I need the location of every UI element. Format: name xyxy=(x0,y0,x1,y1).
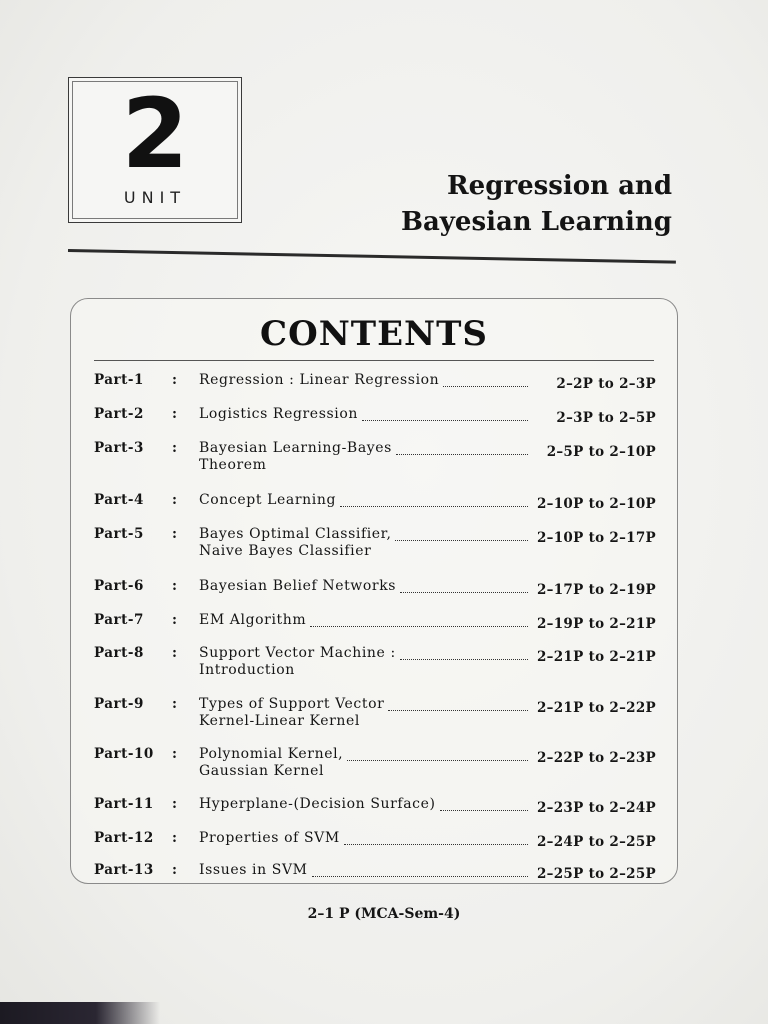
toc-dot-leader xyxy=(388,696,528,711)
toc-part-label: Part-5 xyxy=(94,526,144,542)
toc-dot-leader xyxy=(347,746,528,761)
toc-topic-line: Polynomial Kernel, xyxy=(199,746,344,762)
toc-part-label: Part-3 xyxy=(94,440,144,456)
toc-topic-line: Regression : Linear Regression xyxy=(199,372,440,388)
toc-page-range: 2–21P to 2–22P xyxy=(536,700,656,716)
toc-topic-line: Theorem xyxy=(199,457,267,473)
toc-page-range: 2–22P to 2–23P xyxy=(536,750,656,766)
toc-topic-line: Naive Bayes Classifier xyxy=(199,543,372,559)
toc-topic-line: Kernel-Linear Kernel xyxy=(199,713,360,729)
toc-page-range: 2–10P to 2–17P xyxy=(536,530,656,546)
toc-dot-leader xyxy=(400,578,528,593)
toc-part-label: Part-11 xyxy=(94,796,154,812)
toc-topic-line: EM Algorithm xyxy=(199,612,307,628)
toc-page-range: 2–2P to 2–3P xyxy=(556,376,656,392)
contents-divider xyxy=(94,360,654,361)
toc-page-range: 2–19P to 2–21P xyxy=(536,616,656,632)
toc-colon: : xyxy=(172,796,177,812)
toc-dot-leader xyxy=(395,526,528,541)
toc-part-label: Part-6 xyxy=(94,578,144,594)
toc-dot-leader xyxy=(400,645,528,660)
toc-part-label: Part-8 xyxy=(94,645,144,661)
toc-topic-line: Issues in SVM xyxy=(199,862,308,878)
toc-topic-line: Properties of SVM xyxy=(199,830,340,846)
toc-page-range: 2–10P to 2–10P xyxy=(536,496,656,512)
toc-topic-line: Bayesian Belief Networks xyxy=(199,578,397,594)
toc-dot-leader xyxy=(310,612,528,627)
toc-topic-line: Bayesian Learning-Bayes xyxy=(199,440,392,456)
toc-dot-leader xyxy=(440,796,528,811)
toc-part-label: Part-4 xyxy=(94,492,144,508)
toc-page-range: 2–25P to 2–25P xyxy=(536,866,656,882)
toc-colon: : xyxy=(172,645,177,661)
toc-part-label: Part-12 xyxy=(94,830,154,846)
toc-colon: : xyxy=(172,862,177,878)
unit-number: 2 xyxy=(121,78,189,190)
toc-colon: : xyxy=(172,612,177,628)
toc-dot-leader xyxy=(362,406,528,421)
toc-dot-leader xyxy=(396,440,528,455)
toc-colon: : xyxy=(172,696,177,712)
toc-page-range: 2–17P to 2–19P xyxy=(536,582,656,598)
toc-part-label: Part-9 xyxy=(94,696,144,712)
toc-part-label: Part-7 xyxy=(94,612,144,628)
toc-topic-line: Bayes Optimal Classifier, xyxy=(199,526,392,542)
toc-colon: : xyxy=(172,578,177,594)
toc-colon: : xyxy=(172,492,177,508)
toc-dot-leader xyxy=(344,830,528,845)
toc-topic-line: Introduction xyxy=(199,662,295,678)
toc-part-label: Part-13 xyxy=(94,862,154,878)
chapter-title xyxy=(330,168,672,240)
toc-dot-leader xyxy=(340,492,528,507)
toc-page-range: 2–23P to 2–24P xyxy=(536,800,656,816)
toc-topic-line: Support Vector Machine : xyxy=(199,645,396,661)
toc-topic-line: Types of Support Vector xyxy=(199,696,385,712)
toc-page-range: 2–5P to 2–10P xyxy=(546,444,656,460)
toc-topic-line: Gaussian Kernel xyxy=(199,763,325,779)
toc-colon: : xyxy=(172,372,177,388)
toc-topic-line: Hyperplane-(Decision Surface) xyxy=(199,796,436,812)
toc-colon: : xyxy=(172,830,177,846)
unit-label: UNIT xyxy=(123,188,187,207)
toc-colon: : xyxy=(172,746,177,762)
contents-heading: CONTENTS xyxy=(260,314,488,354)
toc-page-range: 2–24P to 2–25P xyxy=(536,834,656,850)
unit-badge xyxy=(68,77,242,223)
chapter-title-line-2: Bayesian Learning xyxy=(400,207,672,237)
chapter-title-line-1: Regression and xyxy=(447,171,672,201)
toc-colon: : xyxy=(172,440,177,456)
toc-colon: : xyxy=(172,406,177,422)
toc-page-range: 2–3P to 2–5P xyxy=(556,410,656,426)
page-footer: 2–1 P (MCA-Sem-4) xyxy=(307,906,461,922)
toc-part-label: Part-10 xyxy=(94,746,154,762)
toc-part-label: Part-1 xyxy=(94,372,144,388)
page-edge-shadow xyxy=(0,1002,160,1024)
toc-dot-leader xyxy=(312,862,528,877)
toc-dot-leader xyxy=(443,372,528,387)
toc-part-label: Part-2 xyxy=(94,406,144,422)
toc-colon: : xyxy=(172,526,177,542)
toc-topic-line: Logistics Regression xyxy=(199,406,358,422)
toc-topic-line: Concept Learning xyxy=(199,492,337,508)
toc-page-range: 2–21P to 2–21P xyxy=(536,649,656,665)
